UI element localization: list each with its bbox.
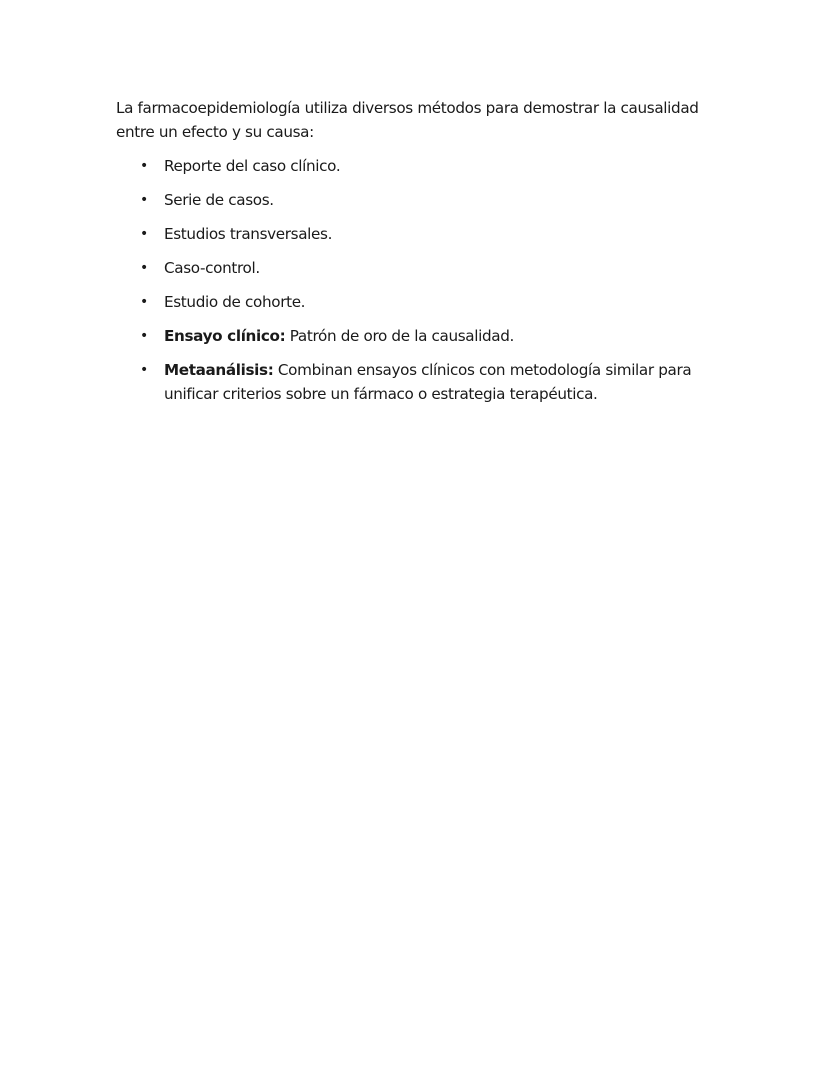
bullet-icon: • (140, 294, 148, 310)
item-term: Metaanálisis: (164, 361, 274, 379)
list-item (116, 256, 716, 280)
item-text: Estudio de cohorte. (164, 293, 306, 311)
bullet-icon: • (140, 328, 148, 344)
bullet-icon: • (140, 158, 148, 174)
list-item (116, 290, 716, 314)
bullet-icon: • (140, 260, 148, 276)
item-text: Patrón de oro de la causalidad. (285, 327, 515, 345)
item-text: Reporte del caso clínico. (164, 157, 341, 175)
bullet-icon: • (140, 226, 148, 242)
list-item (116, 188, 716, 212)
document-page (116, 96, 716, 416)
list-item (116, 324, 716, 348)
item-text: Estudios transversales. (164, 225, 333, 243)
item-term: Ensayo clínico: (164, 327, 286, 345)
intro-paragraph: La farmacoepidemiología utiliza diversos métodos para demostrar la causalidad entre un efecto y su causa: (116, 99, 699, 141)
bullet-icon: • (140, 362, 148, 378)
item-text: Combinan ensayos clínicos con metodología similar para unificar criterios sobre un fármaco o estrategia terapéutica. (164, 361, 692, 403)
item-text: Serie de casos. (164, 191, 274, 209)
bullet-icon: • (140, 192, 148, 208)
list-item (116, 222, 716, 246)
methods-list (116, 154, 716, 406)
item-text: Caso-control. (164, 259, 260, 277)
list-item (116, 154, 716, 178)
list-item (116, 358, 716, 406)
